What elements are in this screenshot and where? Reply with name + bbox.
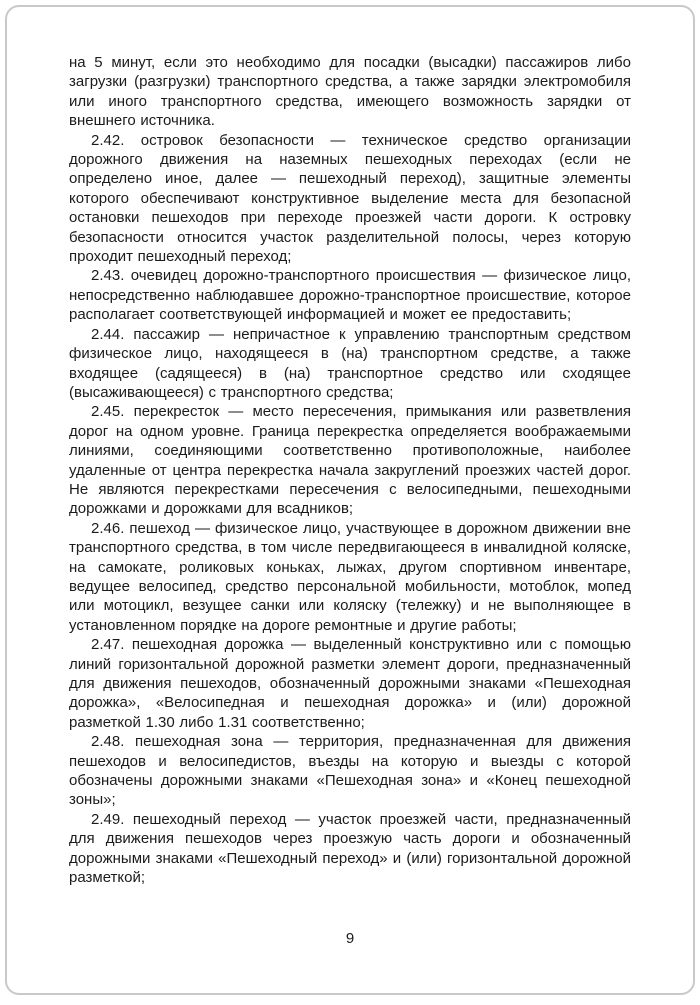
paragraph-2-45: 2.45. перекресток — место пересечения, примыкания или разветвления дорог на одном уровне. Граница перекрестка определяется воображаемыми линиями, соединяющими соответственно противоположные, наиболее удаленные от центра перекрестка начала закруглений проезжих частей дорог. Не являются перекрестками пересечения с велосипедными, пешеходными дорожками и дорожками для всадников; xyxy=(69,403,631,518)
paragraph-2-44: 2.44. пассажир — непричастное к управлению транспортным средством физическое лицо, находящееся в (на) транспортном средстве, а также входящее (садящееся) в (на) транспортное средство или сходящее (высаживающееся) с транспортного средства; xyxy=(69,325,631,401)
text-block xyxy=(69,53,631,887)
paragraph-2-46: 2.46. пешеход — физическое лицо, участвующее в дорожном движении вне транспортного средства, в том числе передвигающееся в инвалидной коляске, на самокате, роликовых коньках, лыжах, другом спортивном инвентаре, ведущее велосипед, средство персональной мобильности, мотоблок, мопед или мотоцикл, везущее санки или коляску (тележку) и не выполняющее в установленном порядке на дороге ремонтные и другие работы; xyxy=(69,519,631,634)
paragraph-2-43: 2.43. очевидец дорожно-транспортного происшествия — физическое лицо, непосредственно наблюдавшее дорожно-транспортное происшествие, которое располагает соответствующей информацией и может ее предоставить; xyxy=(69,267,631,324)
document-page xyxy=(5,5,695,995)
page-number: 9 xyxy=(345,930,355,947)
paragraph-continuation: на 5 минут, если это необходимо для посадки (высадки) пассажиров либо загрузки (разгрузки) транспортного средства, а также зарядки электромобиля или иного транспортного средства, имеющего возможность зарядки от внешнего источника. xyxy=(69,54,631,130)
paragraph-2-49: 2.49. пешеходный переход — участок проезжей части, предназначенный для движения пешеходов через проезжую часть дороги и обозначенный дорожными знаками «Пешеходный переход» и (или) горизонтальной дорожной разметкой; xyxy=(69,810,631,887)
paragraph-2-42: 2.42. островок безопасности — техническое средство организации дорожного движения на наземных пешеходных переходах (если не определено иное, далее — пешеходный переход), защитные элементы которого обеспечивают конструктивное выделение места для безопасной остановки пешеходов при переходе проезжей части дороги. К островку безопасности относится участок разделительной полосы, через которую проходит пешеходный переход; xyxy=(69,131,631,266)
paragraph-2-48: 2.48. пешеходная зона — территория, предназначенная для движения пешеходов и велосипедистов, въезды на которую и выезды с которой обозначены дорожными знаками «Пешеходная зона» и «Конец пешеходной зоны»; xyxy=(69,733,631,809)
paragraph-2-47: 2.47. пешеходная дорожка — выделенный конструктивно или с помощью линий горизонтальной дорожной разметки элемент дороги, предназначенный для движения пешеходов, обозначенный дорожными знаками «Пешеходная дорожка», «Велосипедная и пешеходная дорожка» и (или) дорожной разметкой 1.30 либо 1.31 соответственно; xyxy=(69,636,631,731)
